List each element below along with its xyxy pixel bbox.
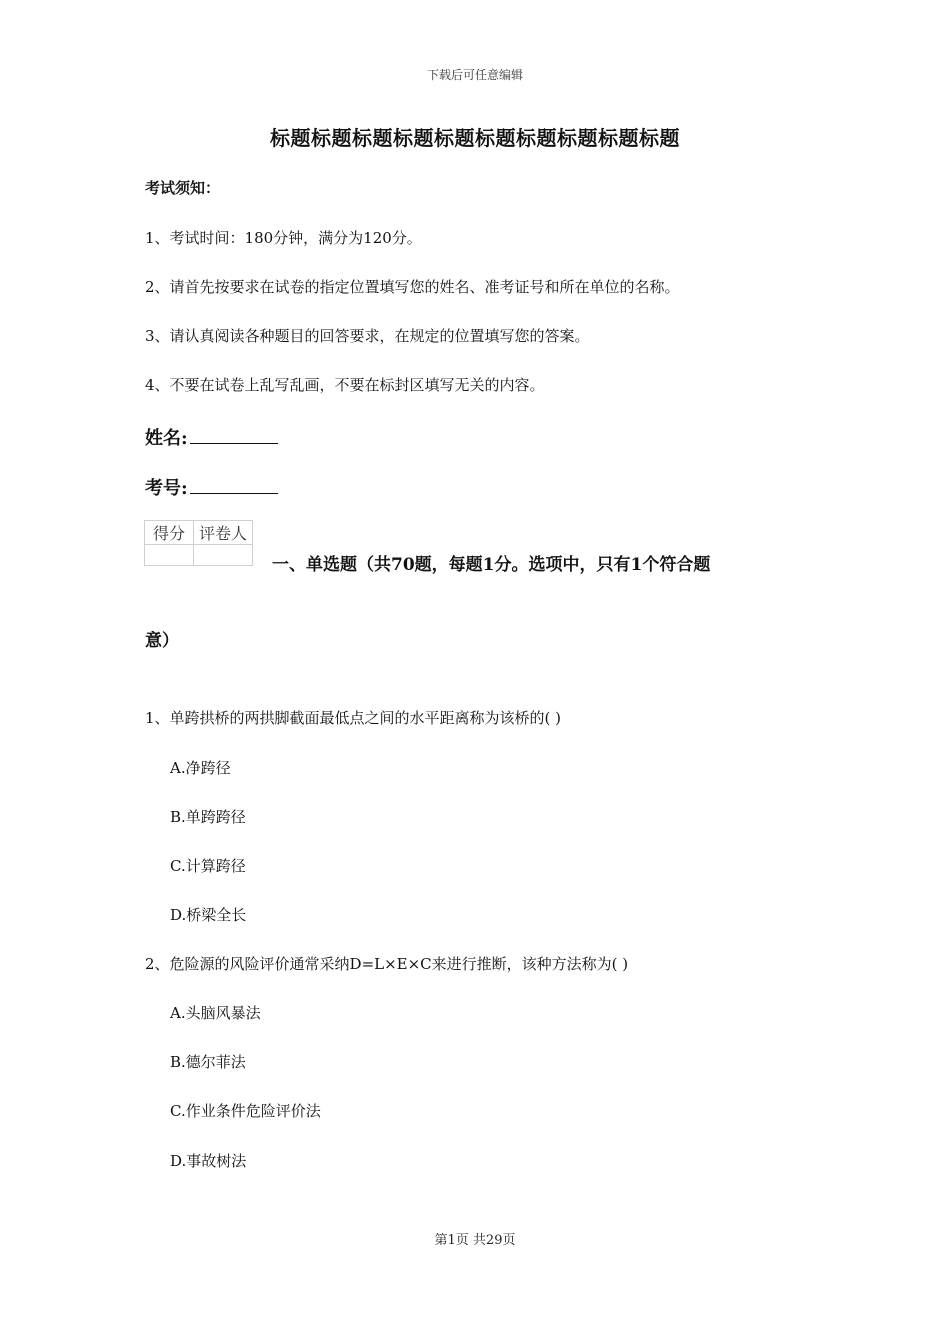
notice-item: 3、请认真阅读各种题目的回答要求，在规定的位置填写您的答案。 (145, 327, 590, 345)
question-1-option-d: D.桥梁全长 (170, 906, 247, 924)
score-header: 得分 (145, 521, 194, 545)
question-2-option-a: A.头脑风暴法 (170, 1004, 261, 1022)
document-title: 标题标题标题标题标题标题标题标题标题标题 (270, 126, 680, 150)
score-cell[interactable] (145, 545, 194, 566)
header-note: 下载后可任意编辑 (426, 68, 523, 82)
notice-item: 2、请首先按要求在试卷的指定位置填写您的姓名、准考证号和所在单位的名称。 (145, 278, 680, 296)
grader-cell[interactable] (194, 545, 253, 566)
score-table (144, 520, 253, 566)
exam-number-field (145, 474, 278, 500)
notice-heading: 考试须知： (145, 179, 221, 197)
name-field (145, 424, 278, 450)
section-title: 一、单选题（共70题，每题1分。选项中，只有1个符合题 (272, 555, 711, 575)
question-1-option-c: C.计算跨径 (170, 857, 246, 875)
exam-number-label: 考号: (145, 478, 188, 499)
question-1-option-b: B.单跨跨径 (170, 808, 246, 826)
page-footer: 第1页 共29页 (434, 1233, 516, 1248)
question-1: 1、单跨拱桥的两拱脚截面最低点之间的水平距离称为该桥的( ) (145, 709, 562, 727)
question-2: 2、危险源的风险评价通常采纳D=L×E×C来进行推断，该种方法称为( ) (145, 955, 629, 973)
name-label: 姓名: (145, 428, 188, 449)
question-2-option-c: C.作业条件危险评价法 (170, 1102, 321, 1120)
notice-item: 4、不要在试卷上乱写乱画，不要在标封区填写无关的内容。 (145, 376, 545, 394)
question-2-option-b: B.德尔菲法 (170, 1053, 246, 1071)
name-blank-line[interactable] (190, 425, 278, 444)
exam-number-blank-line[interactable] (190, 475, 278, 494)
question-1-option-a: A.净跨径 (170, 759, 231, 777)
grader-header: 评卷人 (194, 521, 253, 545)
notice-item: 1、考试时间：180分钟，满分为120分。 (145, 229, 422, 247)
score-table-header-row (145, 521, 253, 545)
score-table-blank-row (145, 545, 253, 566)
question-2-option-d: D.事故树法 (170, 1152, 247, 1170)
section-title-continued: 意） (145, 631, 179, 651)
